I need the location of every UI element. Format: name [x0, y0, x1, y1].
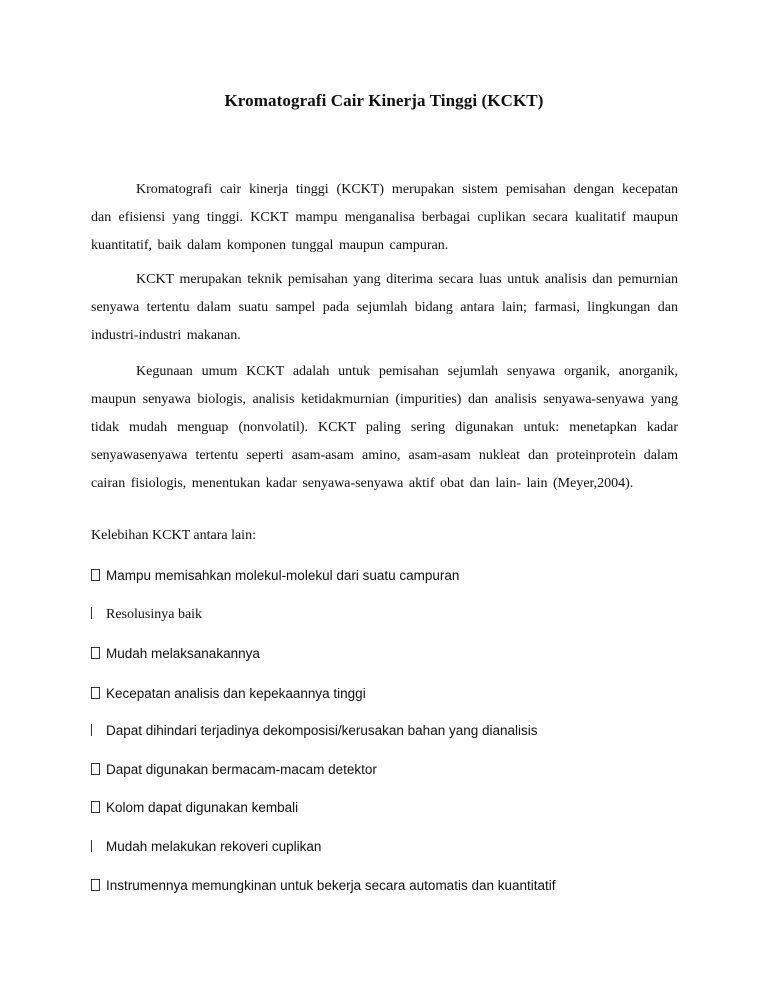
bullet-icon	[91, 569, 100, 581]
paragraph-intro	[91, 176, 678, 260]
list-item: Instrumennya memungkinan untuk bekerja secara automatis dan kuantitatif	[91, 878, 556, 895]
list-item: Dapat digunakan bermacam-macam detektor	[91, 762, 377, 779]
bullet-icon	[91, 879, 100, 891]
paragraph-uses	[91, 358, 678, 498]
bullet-icon	[91, 724, 94, 736]
bullet-icon	[91, 763, 100, 775]
paragraph-text: KCKT merupakan teknik pemisahan yang diterima secara luas untuk analisis dan pemurnian senyawa tertentu dalam suatu sampel pada sejumlah bidang antara lain; farmasi, lingkungan dan industri-industri makanan.	[91, 272, 678, 343]
bullet-icon	[91, 607, 94, 619]
bullet-icon	[91, 647, 100, 659]
list-item: Resolusinya baik	[91, 607, 202, 623]
bullet-icon	[91, 840, 94, 852]
list-item: Kolom dapat digunakan kembali	[91, 800, 298, 817]
list-item: Mampu memisahkan molekul-molekul dari suatu campuran	[91, 568, 459, 585]
list-item: Kecepatan analisis dan kepekaannya tinggi	[91, 686, 366, 703]
document-title: Kromatografi Cair Kinerja Tinggi (KCKT)	[224, 91, 544, 110]
list-item: Mudah melaksanakannya	[91, 646, 260, 663]
paragraph-text: Kromatografi cair kinerja tinggi (KCKT) merupakan sistem pemisahan dengan kecepatan dan efisiensi yang tinggi. KCKT mampu menganalisa berbagai cuplikan secara kualitatif maupun kuantitatif, baik dalam komponen tunggal maupun campuran.	[91, 182, 678, 253]
paragraph-technique	[91, 266, 678, 350]
advantages-heading: Kelebihan KCKT antara lain:	[91, 528, 256, 543]
list-item: Dapat dihindari terjadinya dekomposisi/kerusakan bahan yang dianalisis	[91, 723, 538, 740]
paragraph-text: Kegunaan umum KCKT adalah untuk pemisahan sejumlah senyawa organik, anorganik, maupun senyawa biologis, analisis ketidakmurnian (impurities) dan analisis senyawa-senyawa yang tidak mudah menguap (nonvolatil). KCKT paling sering digunakan untuk: menetapkan kadar senyawasenyawa tertentu seperti asam-asam amino, asam-asam nukleat dan proteinprotein dalam cairan fisiologis, menentukan kadar senyawa-senyawa aktif obat dan lain- lain (Meyer,2004).	[91, 364, 678, 491]
bullet-icon	[91, 687, 100, 699]
list-item: Mudah melakukan rekoveri cuplikan	[91, 839, 321, 856]
bullet-icon	[91, 801, 100, 813]
